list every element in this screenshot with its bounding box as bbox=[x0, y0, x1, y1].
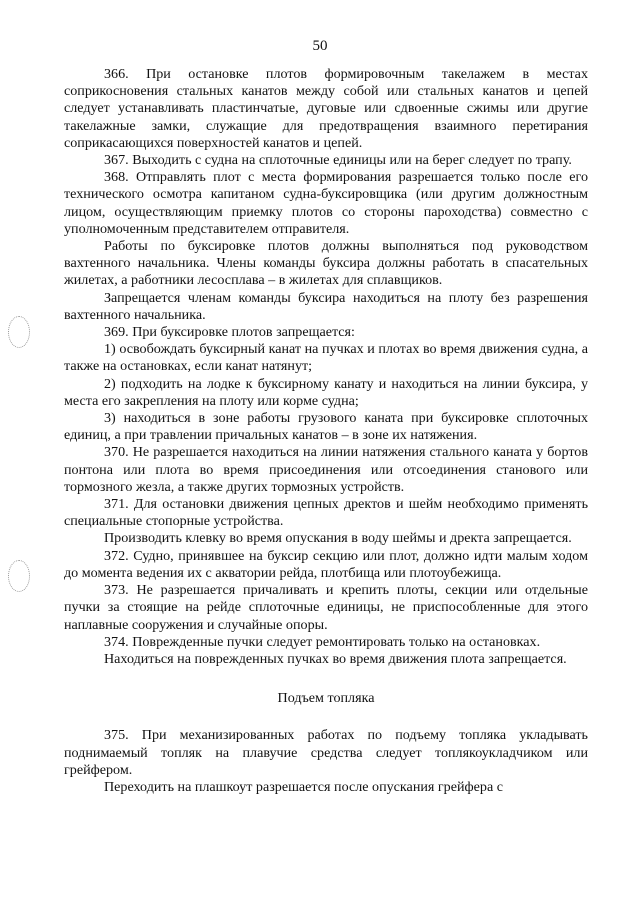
paragraph: 371. Для остановки движения цепных дректов и шейм необходимо применять специальные стопорные устройства. bbox=[64, 496, 588, 530]
punch-hole-mark bbox=[8, 316, 30, 348]
section-title: Подъем топляка bbox=[277, 690, 375, 707]
paragraph: 369. При буксировке плотов запрещается: bbox=[104, 324, 355, 341]
punch-hole-mark bbox=[8, 560, 30, 592]
paragraph: Работы по буксировке плотов должны выполняться под руководством вахтенного начальника. Члены команды буксира должны работать в спасательных жилетах, а работники лесосплава – в жилетах для сплавщиков. bbox=[64, 238, 588, 289]
paragraph: Запрещается членам команды буксира находиться на плоту без разрешения вахтенного начальника. bbox=[64, 289, 588, 323]
document-body bbox=[64, 66, 588, 796]
list-item: 2) подходить на лодке к буксирному канату и находиться на линии буксира, у места его закрепления на плоту или корме судна; bbox=[64, 375, 588, 409]
paragraph: 370. Не разрешается находиться на линии натяжения стального каната у бортов понтона или плота во время присоединения или отсоединения станового или тормозного жезла, а также других тормозных устройств. bbox=[64, 444, 588, 495]
paragraph: 366. При остановке плотов формировочным такелажем в местах соприкосновения стальных канатов между собой или стальных канатов и цепей следует устанавливать пластинчатые, дуговые или сдвоенные сжимы или другие такелажные замки, служащие для предотвращения взаимного перетирания соприкасающихся поверхностей канатов и цепей. bbox=[64, 66, 588, 151]
list-item: 3) находиться в зоне работы грузового каната при буксировке сплоточных единиц, а при травлении причальных канатов – в зоне их натяжения. bbox=[64, 410, 588, 444]
list-item: 1) освобождать буксирный канат на пучках и плотах во время движения судна, а также на остановках, если канат натянут; bbox=[64, 341, 588, 375]
paragraph: Переходить на плашкоут разрешается после опускания грейфера с bbox=[104, 778, 504, 795]
paragraph: 372. Судно, принявшее на буксир секцию или плот, должно идти малым ходом до момента ведения их с акватории рейда, плотбища или плотоубежища. bbox=[64, 547, 588, 581]
paragraph: 368. Отправлять плот с места формирования разрешается только после его технического осмотра капитаном судна-буксировщика (или другим должностным лицом, осуществляющим приемку плотов со стороны пароходства) совместно с уполномоченным представителем отправителя. bbox=[64, 169, 588, 237]
paragraph: 374. Поврежденные пучки следует ремонтировать только на остановках. bbox=[104, 633, 541, 650]
paragraph: 375. При механизированных работах по подъему топляка укладывать поднимаемый топляк на плавучие средства следует топлякоукладчиком или грейфером. bbox=[64, 727, 588, 778]
page-number: 50 bbox=[312, 38, 328, 54]
paragraph: 367. Выходить с судна на сплоточные единицы или на берег следует по трапу. bbox=[104, 152, 572, 169]
paragraph: Производить клевку во время опускания в воду шеймы и дректа запрещается. bbox=[104, 530, 572, 547]
paragraph: Находиться на поврежденных пучках во время движения плота запрещается. bbox=[104, 650, 567, 667]
paragraph: 373. Не разрешается причаливать и крепить плоты, секции или отдельные пучки за стоящие на рейде сплоточные единицы, не приспособленные для этого наплавные сооружения и случайные опоры. bbox=[64, 582, 588, 633]
